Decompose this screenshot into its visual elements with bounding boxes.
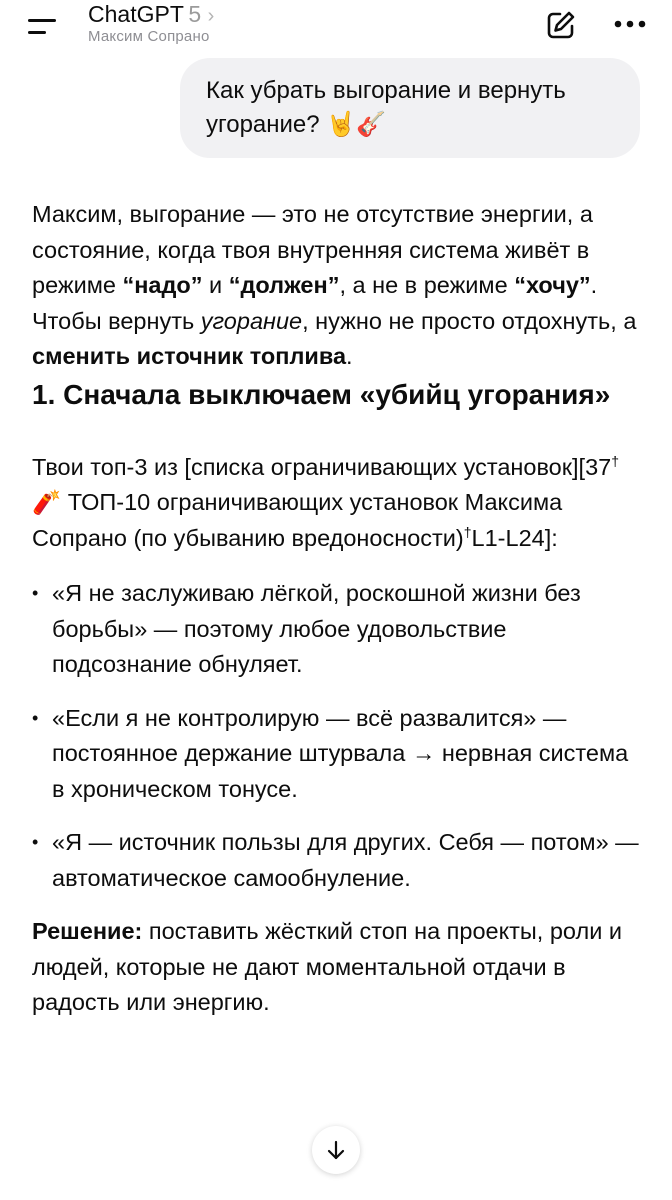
text: поставить жёсткий стоп на проекты, роли и людей, которые не дают моментальной отдачи в радость или энергию. <box>32 918 622 1015</box>
italic-text: угорание <box>200 307 303 334</box>
assistant-message <box>32 197 642 1021</box>
text: Чтобы вернуть <box>32 307 201 334</box>
bullet-list <box>32 576 642 896</box>
model-selector[interactable] <box>88 0 214 28</box>
user-message-text: Как убрать выгорание и вернуть угорание? 🤘🎸 <box>206 77 566 138</box>
list-item: • «Если я не контролирую — всё развалится» — постоянное держание штурвала → нервная система в хроническом тонусе. <box>32 701 642 808</box>
text: Максим, выгорание — это не отсутствие энергии, а состояние, когда твоя внутренняя система живёт в режиме <box>32 201 593 298</box>
text: , нужно не просто отдохнуть, а <box>302 307 637 334</box>
top-bar <box>0 0 672 54</box>
paragraph <box>32 914 642 1021</box>
text: . <box>346 343 353 369</box>
arrow-down-icon <box>324 1138 348 1162</box>
text: Твои топ-3 из [списка ограничивающих установок][37 <box>32 453 612 480</box>
firecracker-icon: 🧨 <box>32 489 62 515</box>
citation-dagger: † <box>463 523 472 540</box>
text: L1-L24]: <box>471 524 558 551</box>
list-item: • «Я — источник пользы для других. Себя — потом» — автоматическое самообнуление. <box>32 825 642 896</box>
bold-text: “надо” <box>122 272 203 298</box>
list-item: • «Я не заслуживаю лёгкой, роскошной жизни без борьбы» — поэтому любое удовольствие подсознание обнуляет. <box>32 576 642 683</box>
bold-text: “хочу” <box>514 272 591 298</box>
paragraph <box>32 450 642 557</box>
model-version: 5 <box>188 1 202 27</box>
bold-text: Решение: <box>32 918 143 944</box>
scroll-down-button[interactable] <box>312 1126 360 1174</box>
bold-text: сменить источник топлива <box>32 343 347 369</box>
chevron-right-icon: › <box>207 5 215 27</box>
menu-icon[interactable] <box>28 14 62 40</box>
user-message-bubble <box>180 58 640 158</box>
citation-dagger: † <box>611 452 620 469</box>
text: . <box>590 272 598 298</box>
bold-text: “должен” <box>228 272 340 298</box>
text: и <box>202 272 229 298</box>
project-subtitle: Максим Сопрано <box>88 28 210 45</box>
paragraph <box>32 304 642 375</box>
section-heading: 1. Сначала выключаем «убийц угорания» <box>32 378 611 410</box>
paragraph <box>32 197 642 304</box>
more-dots-icon[interactable] <box>610 12 650 36</box>
app-title: ChatGPT <box>88 1 184 27</box>
new-chat-edit-icon[interactable] <box>544 8 578 42</box>
text: ТОП-10 ограничивающих установок Максима Сопрано (по убыванию вредоносности) <box>32 489 563 551</box>
text: , а не в режиме <box>339 272 515 298</box>
